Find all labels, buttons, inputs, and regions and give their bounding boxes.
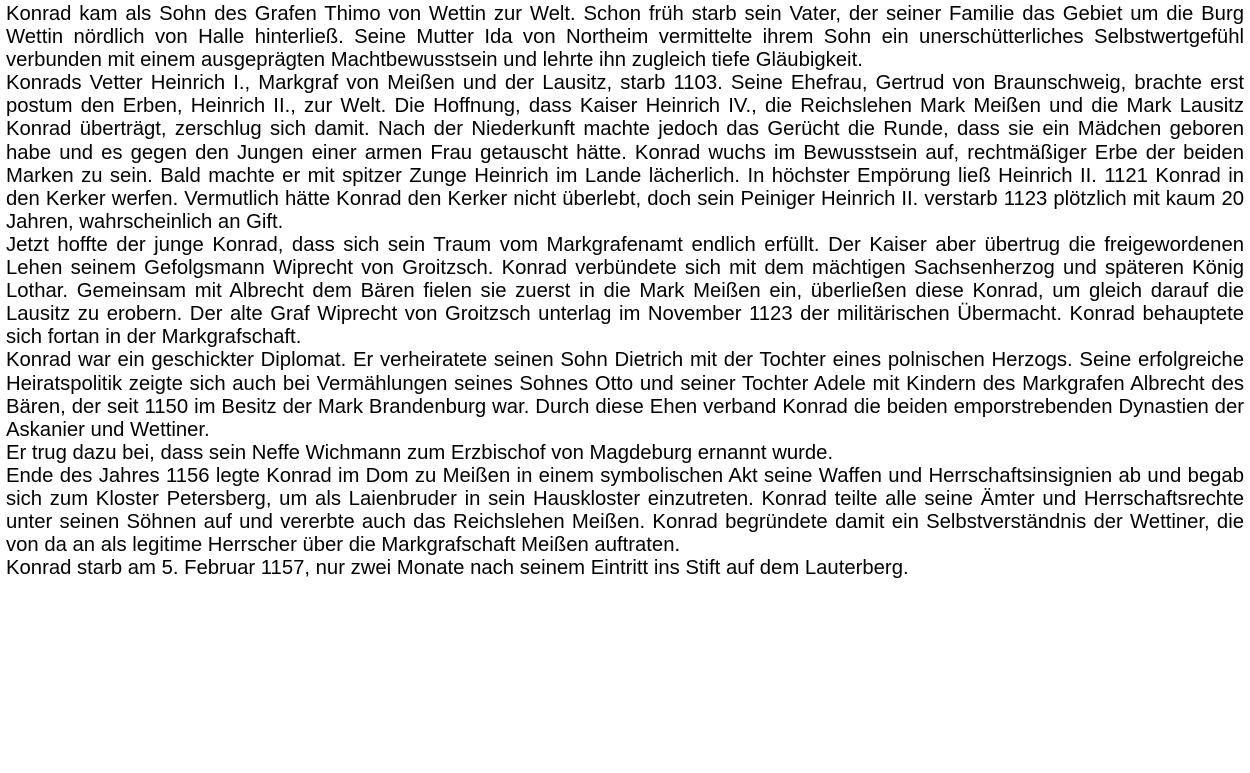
paragraph-death: Konrad starb am 5. Februar 1157, nur zwei Monate nach seinem Eintritt ins Stift auf dem Lauterberg. [6, 557, 909, 580]
paragraph-nephew-wichmann: Er trug dazu bei, dass sein Neffe Wichmann zum Erzbischof von Magdeburg ernannt wurde. [6, 441, 834, 464]
paragraph-abdication: Ende des Jahres 1156 legte Konrad im Dom zu Meißen in einem symbolischen Akt seine Waffen und Herrschaftsinsignien ab und begab sich zum Kloster Petersberg, um als Laienbruder in sein Hauskloster einzutreten. Konrad teilte alle seine Ämter und Herrschaftsrechte unter seinen Söhnen auf und vererbte auch das Reichslehen Meißen. Konrad begründete damit ein Selbstverständnis der Wettiner, die von da an als legitime Herrscher über die Markgrafschaft Meißen auftraten. [6, 464, 1244, 557]
paragraph-diplomacy: Konrad war ein geschickter Diplomat. Er verheiratete seinen Sohn Dietrich mit der Tochter eines polnischen Herzogs. Seine erfolgreiche Heiratspolitik zeigte sich auch bei Vermählungen seines Sohnes Otto und seiner Tochter Adele mit Kindern des Markgrafen Albrecht des Bären, der seit 1150 im Besitz der Mark Brandenburg war. Durch diese Ehen verband Konrad die beiden emporstrebenden Dynastien der Askanier und Wettiner. [6, 349, 1244, 441]
paragraph-childhood: Konrad kam als Sohn des Grafen Thimo von Wettin zur Welt. Schon früh starb sein Vater, der seiner Familie das Gebiet um die Burg Wettin nördlich von Halle hinterließ. Seine Mutter Ida von Northeim vermittelte ihrem Sohn ein unerschütterliches Selbstwertgefühl verbunden mit einem ausgeprägten Machtbewusstsein und lehrte ihn zugleich tiefe Gläubigkeit. [6, 3, 1244, 72]
paragraph-margrave-ambition: Jetzt hoffte der junge Konrad, dass sich sein Traum vom Markgrafenamt endlich erfüllt. Der Kaiser aber übertrug die freigewordenen Lehen seinem Gefolgsmann Wiprecht von Groitzsch. Konrad verbündete sich mit dem mächtigen Sachsenherzog und späteren König Lothar. Gemeinsam mit Albrecht dem Bären fielen sie zuerst in die Mark Meißen ein, überließen diese Konrad, um gleich darauf die Lausitz zu erobern. Der alte Graf Wiprecht von Groitzsch unterlag im November 1123 der militärischen Übermacht. Konrad behauptete sich fortan in der Markgrafschaft. [6, 233, 1244, 349]
paragraph-inheritance-dispute: Konrads Vetter Heinrich I., Markgraf von Meißen und der Lausitz, starb 1103. Seine Ehefrau, Gertrud von Braunschweig, brachte erst postum den Erben, Heinrich II., zur Welt. Die Hoffnung, dass Kaiser Heinrich IV., die Reichslehen Mark Meißen und die Mark Lausitz Konrad überträgt, zerschlug sich damit. Nach der Niederkunft machte jedoch das Gerücht die Runde, dass sie ein Mädchen geboren habe und es gegen den Jungen einer armen Frau getauscht hätte. Konrad wuchs im Bewusstsein auf, rechtmäßiger Erbe der beiden Marken zu sein. Bald machte er mit spitzer Zunge Heinrich im Lande lächerlich. In höchster Empörung ließ Heinrich II. 1121 Konrad in den Kerker werfen. Vermutlich hätte Konrad den Kerker nicht überlebt, doch sein Peiniger Heinrich II. verstarb 1123 plötzlich mit kaum 20 Jahren, wahrscheinlich an Gift. [6, 72, 1244, 233]
